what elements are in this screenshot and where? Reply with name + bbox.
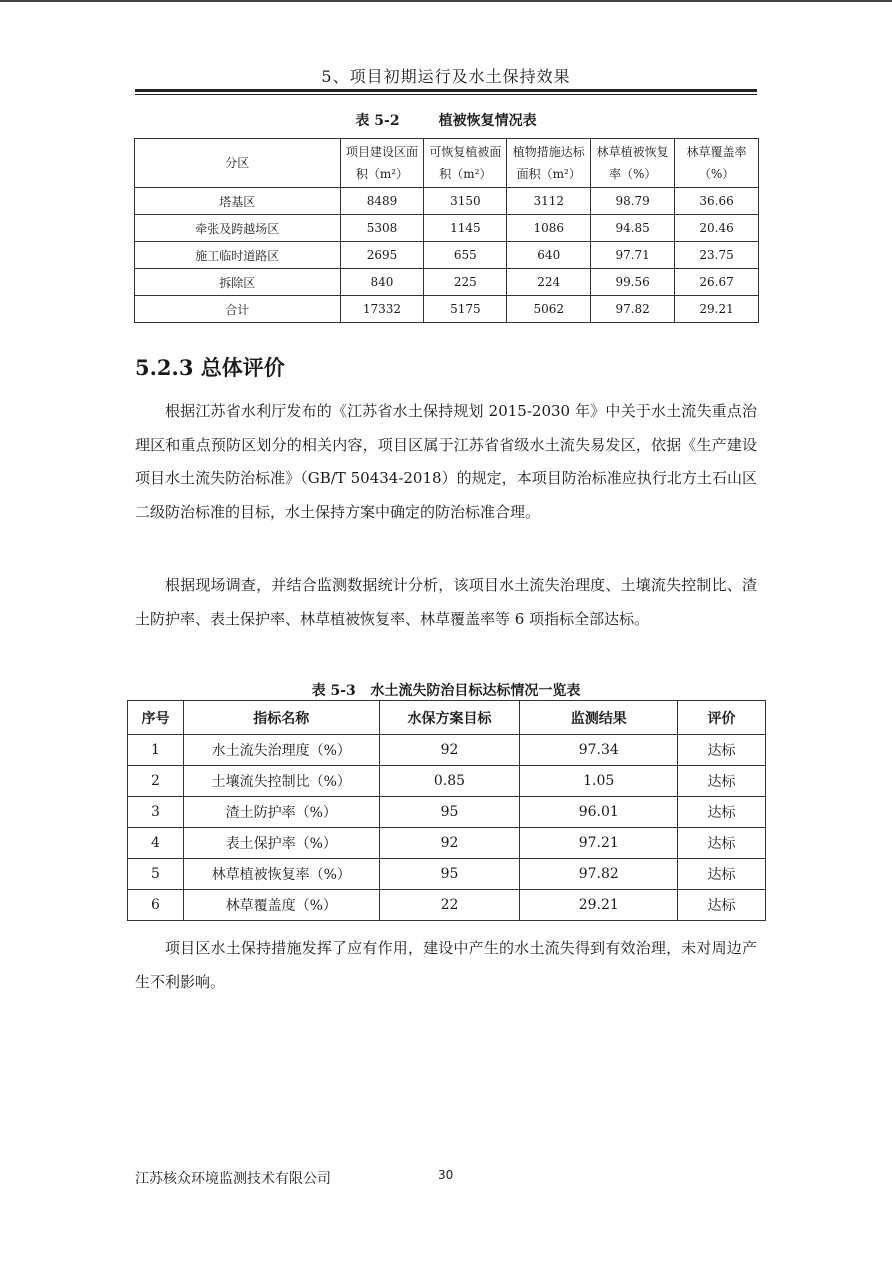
table-header-row <box>135 139 759 188</box>
table-header-cell: 林草覆盖率（%） <box>675 139 759 188</box>
table-cell: 达标 <box>678 859 766 890</box>
table-cell: 水土流失治理度（%） <box>183 735 379 766</box>
vegetation-recovery-table <box>134 138 759 323</box>
table-cell: 合计 <box>135 296 341 323</box>
table-cell: 92 <box>379 828 520 859</box>
table-row <box>128 797 766 828</box>
table-row <box>128 890 766 921</box>
table-cell: 8489 <box>340 188 424 215</box>
table-cell: 92 <box>379 735 520 766</box>
table-cell: 5308 <box>340 215 424 242</box>
table-cell: 0.85 <box>379 766 520 797</box>
table-header-cell: 分区 <box>135 139 341 188</box>
table-cell: 95 <box>379 859 520 890</box>
prevention-target-table <box>127 700 766 921</box>
table-cell: 表土保护率（%） <box>183 828 379 859</box>
table-cell: 97.34 <box>520 735 678 766</box>
table-cell: 2 <box>128 766 184 797</box>
table-row <box>135 188 759 215</box>
table-cell: 17332 <box>340 296 424 323</box>
paragraph-survey: 根据现场调查，并结合监测数据统计分析，该项目水土流失治理度、土壤流失控制比、渣土防护率、表土保护率、林草植被恢复率、林草覆盖率等 6 项指标全部达标。 <box>135 576 757 628</box>
table-cell: 20.46 <box>675 215 759 242</box>
paragraph-conclusion: 项目区水土保持措施发挥了应有作用，建设中产生的水土流失得到有效治理，未对周边产生不利影响。 <box>135 939 757 991</box>
table-cell: 3 <box>128 797 184 828</box>
table-cell: 640 <box>507 242 591 269</box>
table-row <box>128 859 766 890</box>
table-cell: 97.82 <box>591 296 675 323</box>
table-header-cell: 林草植被恢复率（%） <box>591 139 675 188</box>
table-cell: 拆除区 <box>135 269 341 296</box>
table-header-cell: 监测结果 <box>520 701 678 735</box>
table-cell: 224 <box>507 269 591 296</box>
table-cell: 29.21 <box>675 296 759 323</box>
table-cell: 98.79 <box>591 188 675 215</box>
page-number: 30 <box>438 1168 454 1182</box>
table-cell: 36.66 <box>675 188 759 215</box>
table-header-cell: 项目建设区面积（m²） <box>340 139 424 188</box>
table-header-row <box>128 701 766 735</box>
table-cell: 达标 <box>678 890 766 921</box>
table-row <box>135 269 759 296</box>
table-cell: 840 <box>340 269 424 296</box>
table-total-row <box>135 296 759 323</box>
table-cell: 97.82 <box>520 859 678 890</box>
table-cell: 施工临时道路区 <box>135 242 341 269</box>
header-rule-thin <box>135 94 757 95</box>
page-top-edge <box>0 0 892 2</box>
table-cell: 5 <box>128 859 184 890</box>
table-cell: 4 <box>128 828 184 859</box>
table-cell: 3150 <box>424 188 507 215</box>
table-cell: 3112 <box>507 188 591 215</box>
table-cell: 96.01 <box>520 797 678 828</box>
table-cell: 225 <box>424 269 507 296</box>
table-header-cell: 可恢复植被面积（m²） <box>424 139 507 188</box>
table-row <box>135 242 759 269</box>
table-header-cell: 植物措施达标面积（m²） <box>507 139 591 188</box>
table-cell: 26.67 <box>675 269 759 296</box>
table-cell: 22 <box>379 890 520 921</box>
footer-company: 江苏核众环境监测技术有限公司 <box>135 1171 331 1187</box>
table-cell: 林草覆盖度（%） <box>183 890 379 921</box>
table-cell: 1.05 <box>520 766 678 797</box>
table-cell: 1086 <box>507 215 591 242</box>
table-cell: 95 <box>379 797 520 828</box>
table-row <box>135 215 759 242</box>
table-header-cell: 序号 <box>128 701 184 735</box>
table-5-2-caption: 表 5-2 植被恢复情况表 <box>355 113 537 129</box>
table-cell: 5062 <box>507 296 591 323</box>
table-cell: 达标 <box>678 766 766 797</box>
table-row <box>128 766 766 797</box>
header-rule-thick <box>135 89 757 92</box>
table-cell: 林草植被恢复率（%） <box>183 859 379 890</box>
table-cell: 97.21 <box>520 828 678 859</box>
table-cell: 2695 <box>340 242 424 269</box>
table-5-3-caption: 表 5-3 水土流失防治目标达标情况一览表 <box>311 683 581 699</box>
table-cell: 6 <box>128 890 184 921</box>
table-cell: 655 <box>424 242 507 269</box>
table-row <box>128 735 766 766</box>
table-row <box>128 828 766 859</box>
table-cell: 达标 <box>678 797 766 828</box>
table-cell: 1 <box>128 735 184 766</box>
table-cell: 97.71 <box>591 242 675 269</box>
table-header-cell: 评价 <box>678 701 766 735</box>
running-header: 5、项目初期运行及水土保持效果 <box>321 67 571 86</box>
section-heading: 5.2.3 总体评价 <box>135 355 285 380</box>
table-cell: 塔基区 <box>135 188 341 215</box>
table-header-cell: 指标名称 <box>183 701 379 735</box>
table-cell: 99.56 <box>591 269 675 296</box>
table-cell: 5175 <box>424 296 507 323</box>
table-cell: 达标 <box>678 735 766 766</box>
table-cell: 达标 <box>678 828 766 859</box>
table-cell: 23.75 <box>675 242 759 269</box>
table-cell: 土壤流失控制比（%） <box>183 766 379 797</box>
table-cell: 94.85 <box>591 215 675 242</box>
table-cell: 1145 <box>424 215 507 242</box>
table-cell: 牵张及跨越场区 <box>135 215 341 242</box>
table-cell: 渣土防护率（%） <box>183 797 379 828</box>
table-cell: 29.21 <box>520 890 678 921</box>
paragraph-standard: 根据江苏省水利厅发布的《江苏省水土保持规划 2015-2030 年》中关于水土流失重点治理区和重点预防区划分的相关内容，项目区属于江苏省省级水土流失易发区，依据《生产建设项目水土流失防治标准》（GB/T 50434-2018）的规定，本项目防治标准应执行北方土石山区二级防治标准的目标，水土保持方案中确定的防治标准合理。 <box>135 402 757 521</box>
table-header-cell: 水保方案目标 <box>379 701 520 735</box>
